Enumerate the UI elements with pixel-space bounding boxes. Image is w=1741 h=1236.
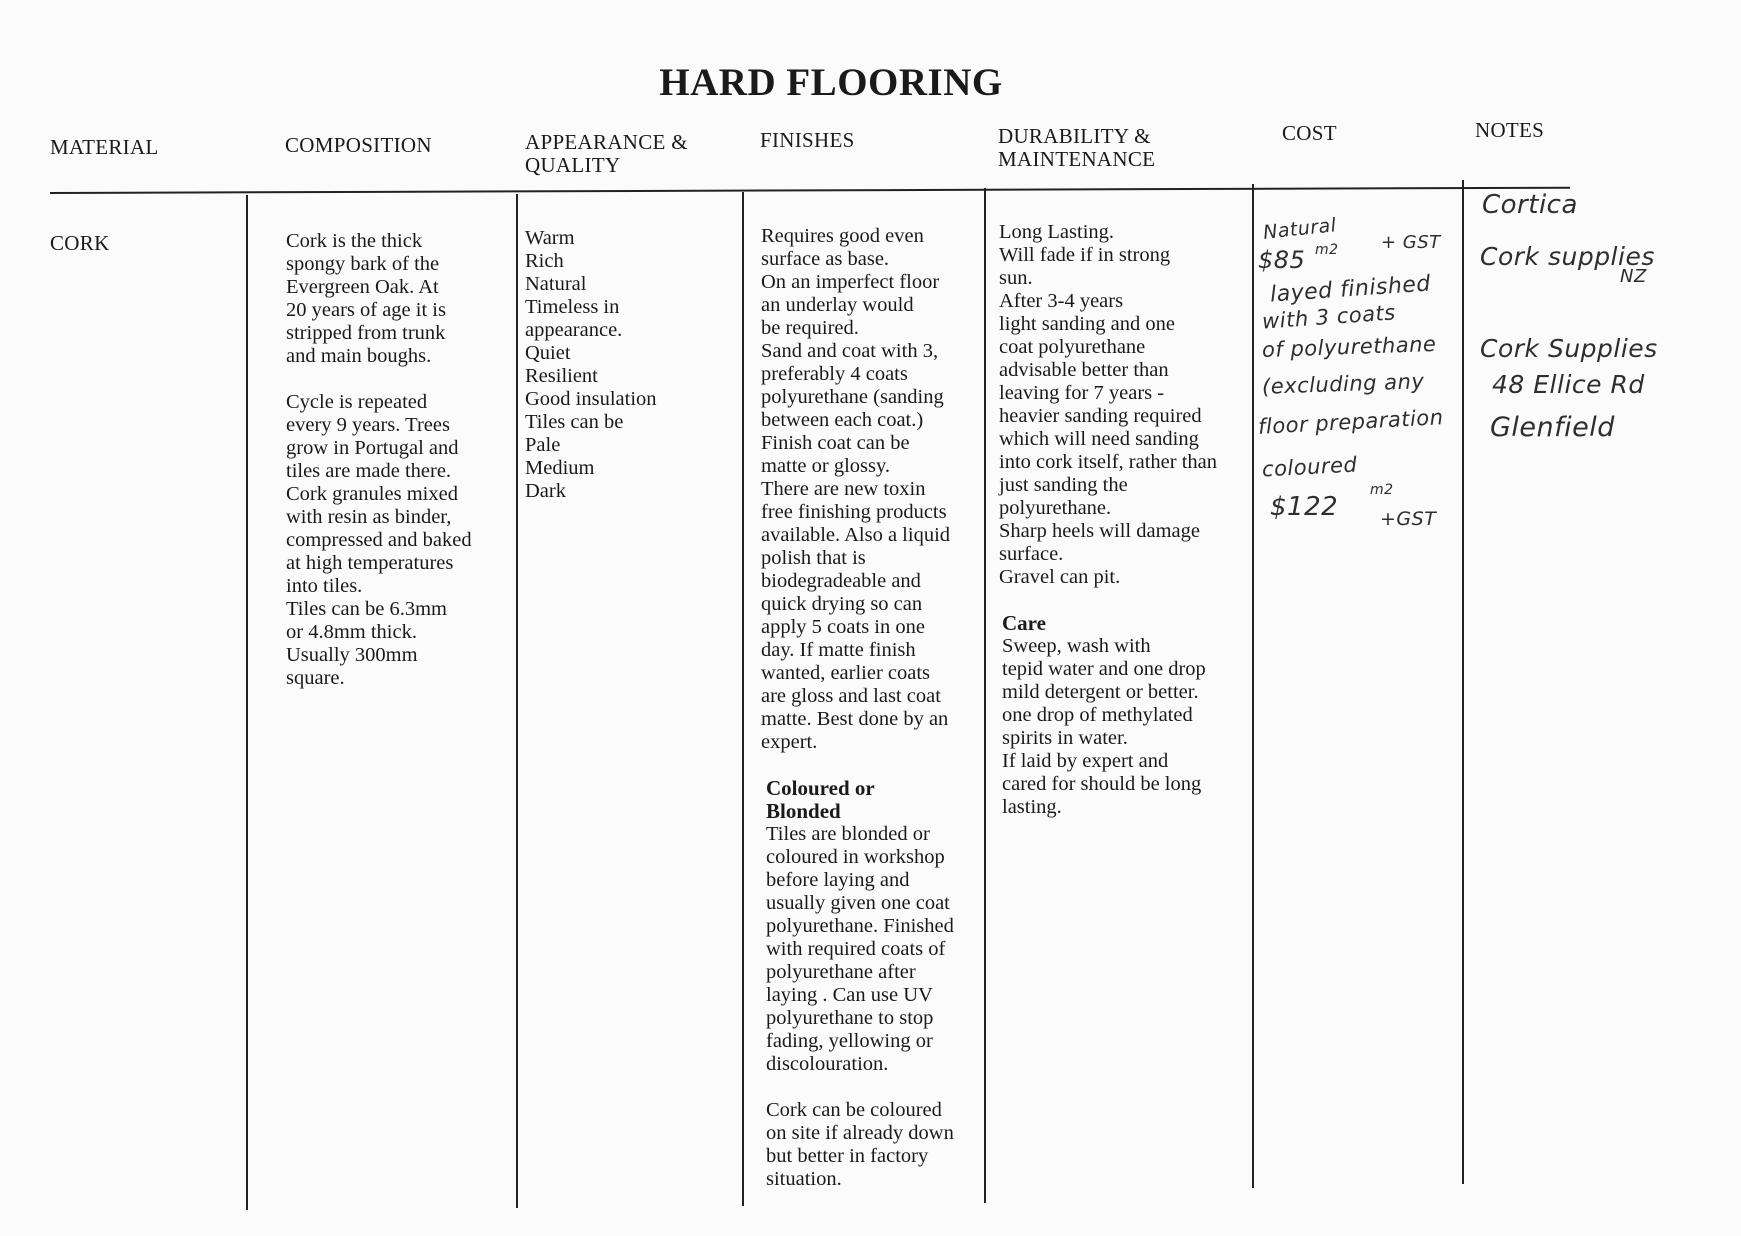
- column-divider-6: [1462, 180, 1464, 1184]
- cost-line-4: (excluding any: [1261, 369, 1425, 399]
- cost-coloured-unit: m2: [1370, 482, 1394, 498]
- care-text: Sweep, wash with tepid water and one drop mild detergent or better. one drop of methylated spirits in water. If laid by expert and cared for should be long lasting.: [1002, 635, 1206, 818]
- header-durability: DURABILITY & MAINTENANCE: [998, 124, 1156, 171]
- finishes-main-text: Requires good even surface as base. On an imperfect floor an underlay would be required. Sand and coat with 3, preferably 4 coats polyurethane (sanding between each coat.) Finish coat can be matte or glossy. There are new toxin free finishing products available. Also a liquid polish that is biodegradeable and quick drying so can apply 5 coats in one day. If matte finish wanted, earlier coats are gloss and last coat matte. Best done by an expert.: [761, 225, 951, 753]
- cost-natural-unit: m2: [1315, 242, 1339, 258]
- column-divider-2: [516, 194, 518, 1208]
- column-divider-1: [246, 195, 248, 1210]
- notes-line-5: 48 Ellice Rd: [1492, 370, 1645, 399]
- header-cost: COST: [1282, 121, 1337, 145]
- notes-line-1: Cortica: [1482, 190, 1578, 220]
- material-cell: CORK: [50, 231, 110, 255]
- header-composition: COMPOSITION: [285, 133, 432, 157]
- finishes-subheading: Coloured or Blonded: [766, 776, 875, 823]
- notes-line-4: Cork Supplies: [1480, 334, 1658, 363]
- header-appearance: APPEARANCE & QUALITY: [525, 130, 688, 177]
- cost-line-1: layed finished: [1269, 271, 1432, 308]
- cost-line-2: with 3 coats: [1261, 300, 1397, 334]
- cost-coloured-label: coloured: [1261, 452, 1358, 482]
- cost-line-3: of polyurethane: [1261, 331, 1437, 363]
- notes-line-2: Cork supplies: [1480, 242, 1655, 271]
- durability-main-text: Long Lasting. Will fade if in strong sun. After 3-4 years light sanding and one coat polyurethane advisable better than leaving for 7 years - heavier sanding required which will need sanding into cork itself, rather than just sanding the polyurethane. Sharp heels will damage surface. Gravel can pit.: [999, 221, 1218, 588]
- column-divider-3: [742, 192, 744, 1206]
- finishes-onsite-text: Cork can be coloured on site if already down but better in factory situation.: [766, 1099, 954, 1190]
- cost-coloured-price: $122: [1270, 492, 1339, 522]
- notes-line-6: Glenfield: [1490, 412, 1615, 443]
- notes-line-3: NZ: [1620, 266, 1647, 287]
- appearance-cell: Warm Rich Natural Timeless in appearance. Quiet Resilient Good insulation Tiles can be Pale Medium Dark: [525, 227, 657, 502]
- cost-line-5: floor preparation: [1257, 405, 1445, 439]
- header-material: MATERIAL: [50, 135, 159, 159]
- cost-natural-price: $85: [1258, 246, 1306, 274]
- cost-natural-gst: + GST: [1381, 232, 1441, 253]
- durability-cell: [999, 221, 1254, 819]
- composition-cell: Cork is the thick spongy bark of the Evergreen Oak. At 20 years of age it is stripped from trunk and main boughs. Cycle is repeated every 9 years. Trees grow in Portugal and tiles are made there. Cork granules mixed with resin as binder, compressed and baked at high temperatures into tiles. Tiles can be 6.3mm or 4.8mm thick. Usually 300mm square.: [286, 230, 472, 689]
- header-notes: NOTES: [1475, 118, 1545, 142]
- cost-coloured-gst: +GST: [1380, 508, 1437, 530]
- finishes-blonded-text: Tiles are blonded or coloured in workshop before laying and usually given one coat polyurethane. Finished with required coats of polyurethane after laying . Can use UV polyurethane to stop fading, yellowing or discolouration.: [766, 823, 954, 1075]
- header-rule: [50, 187, 1570, 194]
- cost-natural-label: Natural: [1262, 214, 1338, 244]
- page-title: HARD FLOORING: [659, 61, 1003, 104]
- care-heading: Care: [1002, 611, 1046, 635]
- header-finishes: FINISHES: [760, 128, 855, 152]
- finishes-cell: [761, 225, 986, 1191]
